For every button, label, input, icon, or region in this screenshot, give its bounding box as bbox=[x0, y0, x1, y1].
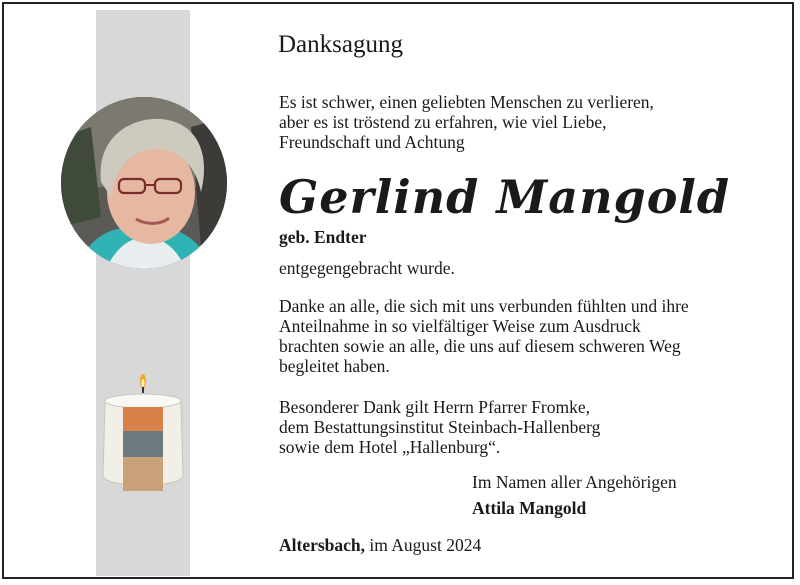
heading: Danksagung bbox=[278, 31, 403, 58]
place-date bbox=[279, 535, 481, 555]
date-text: im August 2024 bbox=[365, 535, 482, 555]
thanks-special-text: Besonderer Dank gilt Herrn Pfarrer Fromke, dem Bestattungsinstitut Steinbach-Hallenberg sowie dem Hotel „Hallenburg“. bbox=[279, 397, 601, 457]
brought-text: entgegengebracht wurde. bbox=[279, 258, 455, 278]
on-behalf-text: Im Namen aller Angehörigen bbox=[472, 472, 677, 492]
maiden-name: geb. Endter bbox=[279, 227, 367, 247]
candle-urn-image bbox=[97, 365, 189, 500]
place-name: Altersbach, bbox=[279, 535, 366, 555]
thanks-all-text: Danke an alle, die sich mit uns verbunden fühlten und ihre Anteilnahme in so vielfältiger Weise zum Ausdruck brachten sowie an alle, die uns auf diesem schweren Weg begleitet haben. bbox=[279, 296, 689, 376]
portrait-photo bbox=[61, 97, 227, 269]
deceased-name: Gerlind Mangold bbox=[279, 170, 731, 224]
signer-name: Attila Mangold bbox=[472, 498, 587, 518]
intro-text: Es ist schwer, einen geliebten Menschen zu verlieren, aber es ist tröstend zu erfahren, wie viel Liebe, Freundschaft und Achtung bbox=[279, 92, 654, 152]
